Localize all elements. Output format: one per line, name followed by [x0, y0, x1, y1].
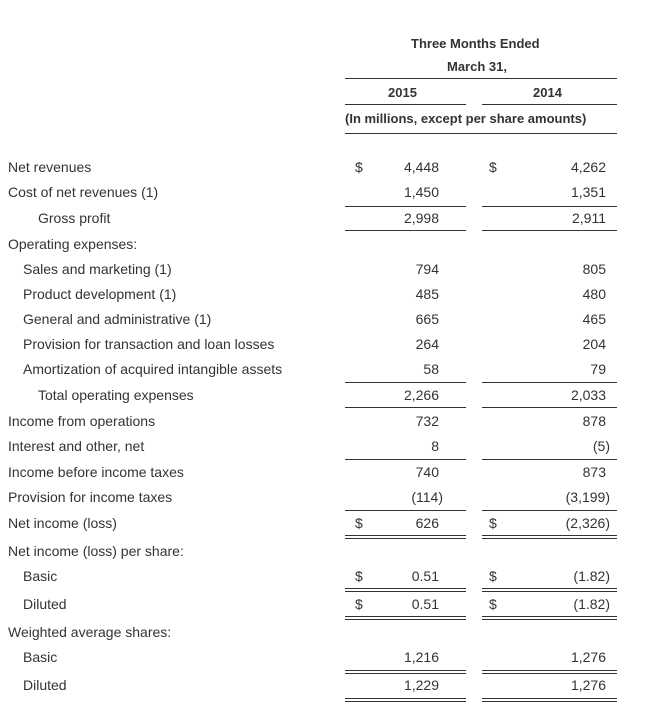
- shares-basic-rule-2014b: [482, 673, 617, 674]
- value-2015: 2,998: [403, 210, 439, 226]
- value-2015: 8: [431, 438, 439, 454]
- gross-profit-top-rule-2015: [345, 206, 466, 207]
- value-2014: 79: [590, 361, 606, 377]
- row-label: Basic: [23, 568, 58, 584]
- row-net-income-loss: [0, 515, 645, 535]
- row-label: Product development (1): [23, 286, 177, 302]
- total-opex-bottom-rule-2014: [482, 407, 617, 408]
- pretax-top-rule-2015: [345, 459, 466, 460]
- row-label: Provision for income taxes: [8, 489, 173, 505]
- row-income-before-taxes: [0, 464, 645, 484]
- row-operating-expenses-heading: [0, 236, 645, 256]
- value-2014: 2,033: [570, 387, 606, 403]
- value-2014: (2,326): [565, 515, 610, 531]
- row-product-development: [0, 286, 645, 306]
- total-opex-top-rule-2014: [482, 382, 617, 383]
- currency-2014: $: [489, 159, 497, 175]
- value-2014: 204: [582, 336, 606, 352]
- currency-2015: $: [355, 515, 363, 531]
- shares-diluted-rule-2015b: [345, 701, 466, 702]
- row-provision-transaction-loan-losses: [0, 336, 645, 356]
- row-interest-and-other: [0, 438, 645, 458]
- value-2014: 1,276: [570, 649, 606, 665]
- gross-profit-top-rule-2014: [482, 206, 617, 207]
- row-label: Interest and other, net: [8, 438, 145, 454]
- eps-diluted-rule-2015: [345, 616, 466, 617]
- row-cost-of-net-revenues: [0, 184, 645, 204]
- shares-basic-rule-2015b: [345, 673, 466, 674]
- shares-basic-rule-2014: [482, 670, 617, 671]
- units-rule: [345, 133, 617, 134]
- row-provision-for-income-taxes: [0, 489, 645, 509]
- net-income-top-rule-2014: [482, 510, 617, 511]
- row-label: Operating expenses:: [8, 236, 138, 252]
- value-2015: 1,229: [403, 677, 439, 693]
- row-shares-basic: [0, 649, 645, 669]
- value-2015: 485: [415, 286, 439, 302]
- period-header: Three Months Ended: [411, 36, 540, 51]
- eps-diluted-rule-2014b: [482, 619, 617, 620]
- row-income-from-operations: [0, 413, 645, 433]
- shares-diluted-rule-2014: [482, 698, 617, 699]
- shares-diluted-rule-2014b: [482, 701, 617, 702]
- row-label: Cost of net revenues (1): [8, 184, 159, 200]
- date-header: March 31,: [447, 59, 507, 74]
- value-2014: 2,911: [572, 210, 606, 226]
- value-2015: 1,450: [403, 184, 439, 200]
- units-header: (In millions, except per share amounts): [345, 111, 587, 126]
- value-2015: 4,448: [403, 159, 439, 175]
- eps-diluted-rule-2014: [482, 616, 617, 617]
- row-gross-profit: [0, 210, 645, 230]
- gross-profit-bottom-rule-2015: [345, 230, 466, 231]
- currency-2015: $: [355, 568, 363, 584]
- row-sales-and-marketing: [0, 261, 645, 281]
- eps-basic-rule-2015: [345, 588, 466, 589]
- row-label: Income from operations: [8, 413, 156, 429]
- row-label: Diluted: [23, 677, 67, 693]
- value-2015: 794: [415, 261, 439, 277]
- value-2015: 264: [415, 336, 439, 352]
- year-2015-header: 2015: [388, 85, 417, 100]
- row-weighted-shares-heading: [0, 624, 645, 644]
- row-label: Net income (loss): [8, 515, 117, 531]
- row-label: Net revenues: [8, 159, 92, 175]
- eps-basic-rule-2014: [482, 588, 617, 589]
- value-2014: 873: [582, 464, 606, 480]
- row-net-revenues: [0, 159, 645, 179]
- value-2014: 465: [582, 311, 606, 327]
- row-label: Net income (loss) per share:: [8, 543, 184, 559]
- net-income-bottom-rule-2015: [345, 535, 466, 536]
- row-per-share-heading: [0, 543, 645, 563]
- year-2014-header: 2014: [533, 85, 562, 100]
- value-2014: (5): [592, 438, 610, 454]
- value-2015: 0.51: [411, 568, 439, 584]
- value-2015: (114): [411, 489, 443, 505]
- currency-2014: $: [489, 515, 497, 531]
- row-label: General and administrative (1): [23, 311, 212, 327]
- year-2014-rule: [482, 104, 617, 105]
- value-2015: 0.51: [411, 596, 439, 612]
- value-2014: (1.82): [573, 596, 610, 612]
- row-label: Gross profit: [38, 210, 111, 226]
- value-2014: 1,351: [570, 184, 606, 200]
- value-2015: 1,216: [403, 649, 439, 665]
- value-2015: 665: [415, 311, 439, 327]
- currency-2014: $: [489, 568, 497, 584]
- currency-2015: $: [355, 159, 363, 175]
- net-income-top-rule-2015: [345, 510, 466, 511]
- gross-profit-bottom-rule-2014: [482, 230, 617, 231]
- row-eps-diluted: [0, 596, 645, 616]
- value-2015: 740: [415, 464, 439, 480]
- row-label: Weighted average shares:: [8, 624, 172, 640]
- net-income-bottom-rule-2015b: [345, 538, 466, 539]
- total-opex-bottom-rule-2015: [345, 407, 466, 408]
- value-2014: (1.82): [573, 568, 610, 584]
- value-2014: 1,276: [570, 677, 606, 693]
- value-2014: 4,262: [570, 159, 606, 175]
- net-income-bottom-rule-2014b: [482, 538, 617, 539]
- value-2014: 480: [582, 286, 606, 302]
- row-total-operating-expenses: [0, 387, 645, 407]
- net-income-bottom-rule-2014: [482, 535, 617, 536]
- row-label: Income before income taxes: [8, 464, 184, 480]
- row-label: Basic: [23, 649, 58, 665]
- value-2015: 626: [415, 515, 439, 531]
- eps-basic-rule-2015b: [345, 591, 466, 592]
- value-2015: 2,266: [403, 387, 439, 403]
- row-eps-basic: [0, 568, 645, 588]
- total-opex-top-rule-2015: [345, 382, 466, 383]
- row-label: Diluted: [23, 596, 67, 612]
- eps-basic-rule-2014b: [482, 591, 617, 592]
- year-2015-rule: [345, 104, 466, 105]
- row-label: Amortization of acquired intangible assets: [23, 361, 283, 377]
- row-general-and-administrative: [0, 311, 645, 331]
- eps-diluted-rule-2015b: [345, 619, 466, 620]
- shares-basic-rule-2015: [345, 670, 466, 671]
- value-2015: 58: [423, 361, 439, 377]
- row-label: Provision for transaction and loan losses: [23, 336, 275, 352]
- value-2015: 732: [415, 413, 439, 429]
- row-label: Total operating expenses: [38, 387, 194, 403]
- value-2014: 805: [582, 261, 606, 277]
- row-label: Sales and marketing (1): [23, 261, 172, 277]
- currency-2015: $: [355, 596, 363, 612]
- currency-2014: $: [489, 596, 497, 612]
- value-2014: (3,199): [565, 489, 610, 505]
- header-rule: [345, 78, 617, 79]
- row-shares-diluted: [0, 677, 645, 697]
- row-amortization-intangibles: [0, 361, 645, 381]
- pretax-top-rule-2014: [482, 459, 617, 460]
- value-2014: 878: [582, 413, 606, 429]
- shares-diluted-rule-2015: [345, 698, 466, 699]
